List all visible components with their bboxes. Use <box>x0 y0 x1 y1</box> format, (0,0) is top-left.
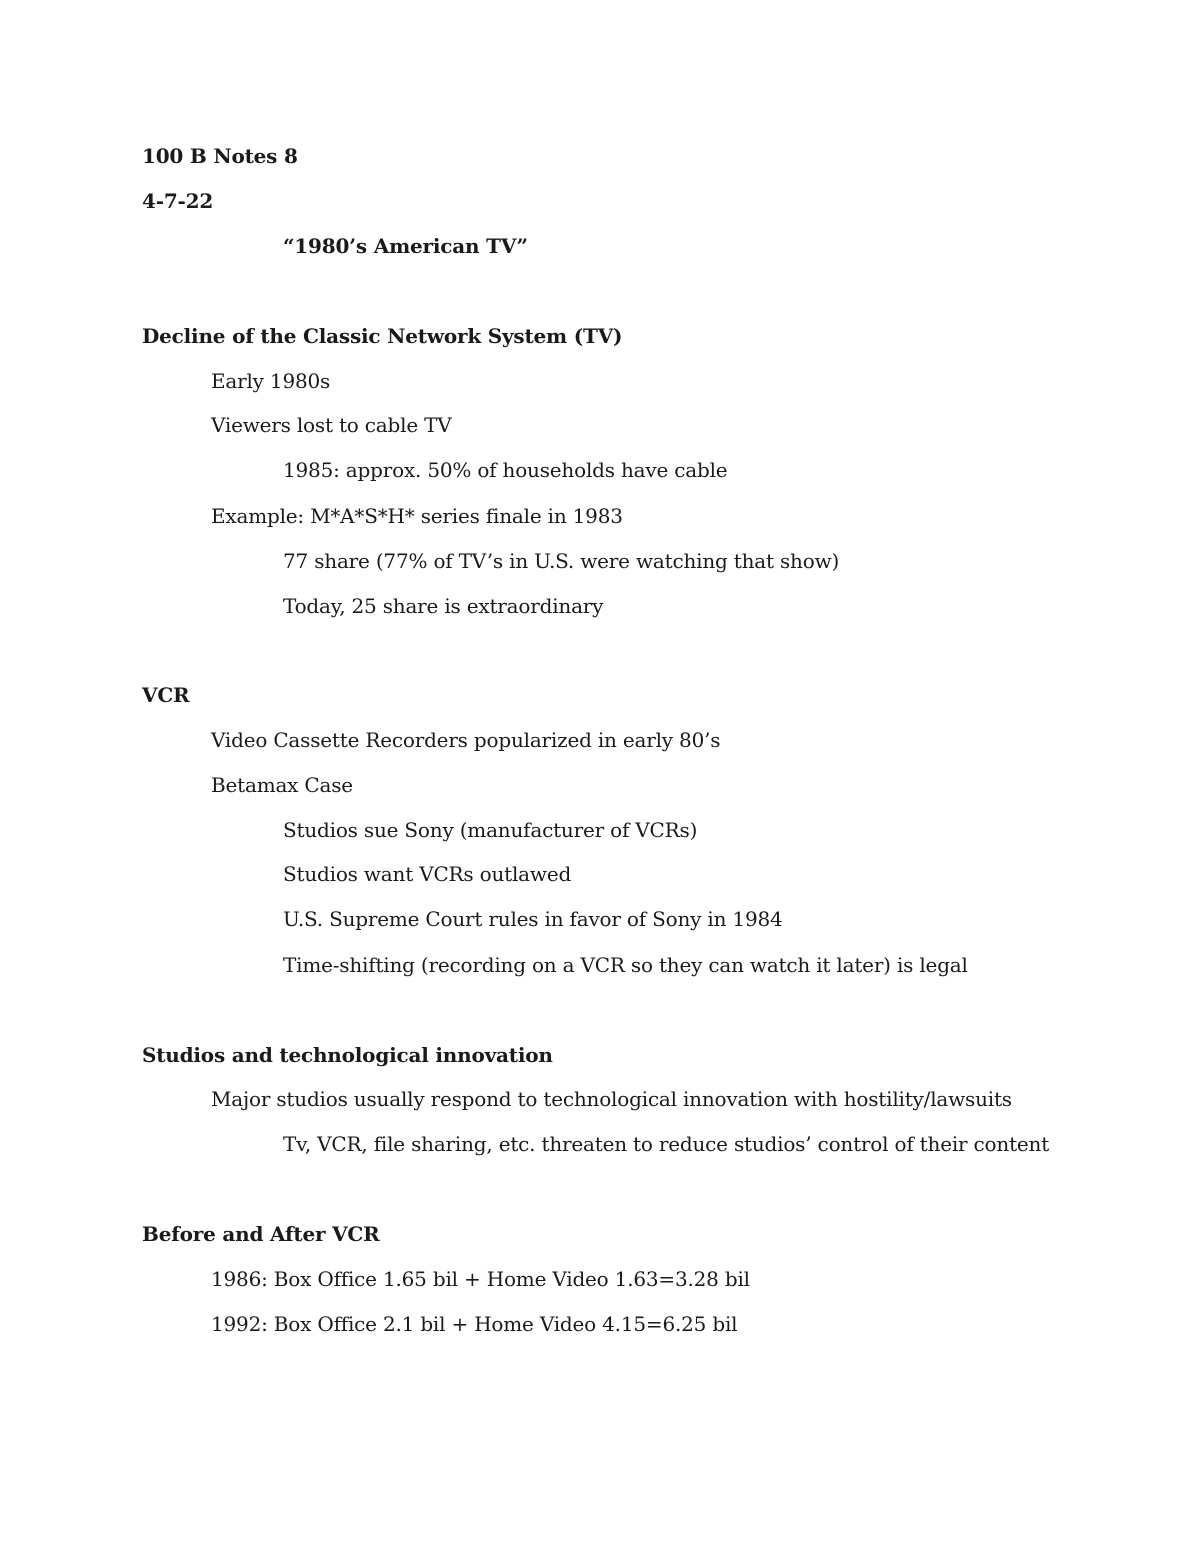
note-subline: Tv, VCR, file sharing, etc. threaten to reduce studios’ control of their content <box>283 1132 1050 1156</box>
lecture-title: “1980’s American TV” <box>283 234 528 258</box>
note-line: Example: M*A*S*H* series finale in 1983 <box>211 504 623 528</box>
note-subline: 77 share (77% of TV’s in U.S. were watching that show) <box>283 549 840 573</box>
section-heading: VCR <box>142 683 190 707</box>
notes-date: 4-7-22 <box>142 189 214 213</box>
section-heading: Before and After VCR <box>142 1222 380 1246</box>
note-line: 1992: Box Office 2.1 bil + Home Video 4.15=6.25 bil <box>211 1312 738 1336</box>
section-heading: Studios and technological innovation <box>142 1043 553 1067</box>
note-subline: U.S. Supreme Court rules in favor of Sony in 1984 <box>283 907 783 931</box>
note-subline: Studios sue Sony (manufacturer of VCRs) <box>283 818 698 842</box>
note-subline: Studios want VCRs outlawed <box>283 862 572 886</box>
note-subline: Time-shifting (recording on a VCR so they can watch it later) is legal <box>283 953 968 977</box>
note-subline: Today, 25 share is extraordinary <box>283 594 604 618</box>
course-title: 100 B Notes 8 <box>142 144 298 168</box>
note-subline: 1985: approx. 50% of households have cable <box>283 458 728 482</box>
note-line: Viewers lost to cable TV <box>211 413 452 437</box>
note-line: Video Cassette Recorders popularized in early 80’s <box>211 728 721 752</box>
note-line: Betamax Case <box>211 773 353 797</box>
note-line: Major studios usually respond to technological innovation with hostility/lawsuits <box>211 1087 1012 1111</box>
note-line: 1986: Box Office 1.65 bil + Home Video 1.63=3.28 bil <box>211 1267 750 1291</box>
section-heading: Decline of the Classic Network System (TV) <box>142 324 623 348</box>
note-line: Early 1980s <box>211 369 331 393</box>
